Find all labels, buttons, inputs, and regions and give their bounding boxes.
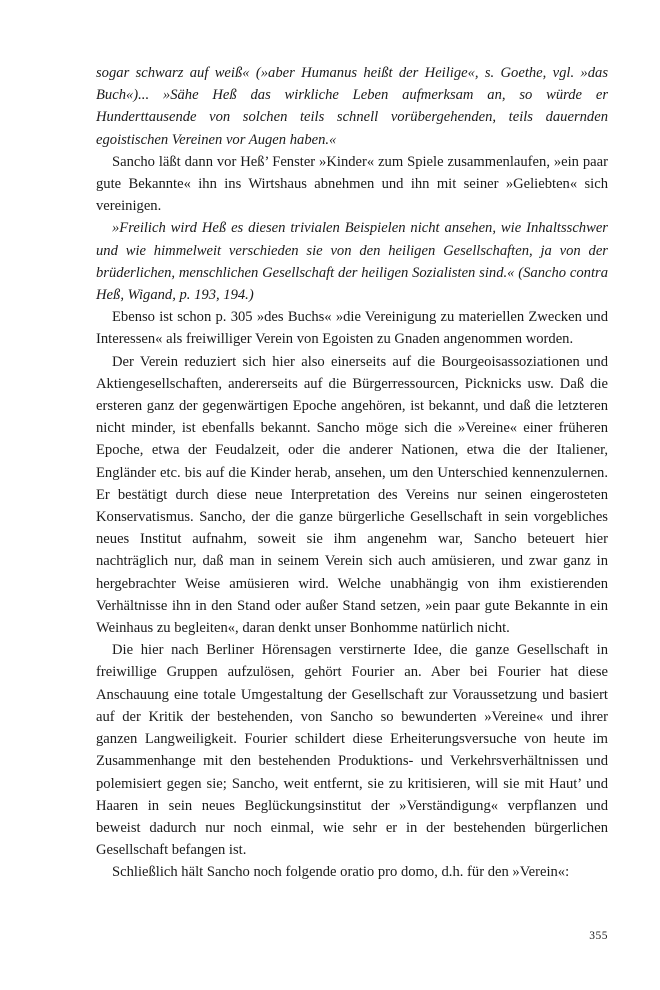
paragraph: Ebenso ist schon p. 305 »des Buchs« »die Vereinigung zu materiellen Zwecken und Interessen« als freiwilliger Verein von Egoisten zu Gnaden angenommen worden.	[96, 309, 608, 348]
paragraph-quote-continuation: sogar schwarz auf weiß« (»aber Humanus heißt der Heilige«, s. Goethe, vgl. »das Buch«)... »Sähe Heß das wirkliche Leben aufmerksam an, so würde er Hunderttausende von solchen teils schnell vorübergehenden, teils dauernden egoistischen Vereinen vor Augen haben.«	[96, 65, 608, 148]
paragraph: Die hier nach Berliner Hörensagen verstirnerte Idee, die ganze Gesellschaft in freiwillige Gruppen aufzulösen, gehört Fourier an. Aber bei Fourier hat diese Anschauung eine totale Umgestaltung der Gesellschaft zur Voraussetzung und basiert auf der Kritik der bestehenden, von Sancho so bewunderten »Vereine« und ihrer ganzen Langweiligkeit. Fourier schildert diese Erheiterungsversuche von heute im Zusammenhange mit den bestehenden Produktions- und Verkehrsverhältnissen und polemisiert gegen sie; Sancho, weit entfernt, sie zu kritisieren, will sie mit Haut’ und Haaren in sein neues Beglückungsinstitut der »Verständigung« verpflanzen und beweist dadurch nur noch einmal, wie sehr er in der bestehenden bürgerlichen Gesellschaft befangen ist.	[96, 642, 608, 859]
paragraph-quote: »Freilich wird Heß es diesen trivialen Beispielen nicht ansehen, wie Inhaltsschwer und wie himmelweit verschieden sie von den heiligen Gesellschaften, ja von der brüderlichen, menschlichen Gesellschaft der heiligen Sozialisten sind.« (Sancho contra Heß, Wigand, p. 193, 194.)	[96, 220, 608, 304]
page-number: 355	[589, 930, 608, 942]
paragraph: Schließlich hält Sancho noch folgende oratio pro domo, d.h. für den »Verein«:	[112, 864, 570, 881]
paragraph: Der Verein reduziert sich hier also einerseits auf die Bourgeoisassoziationen und Aktiengesellschaften, andererseits auf die Bürgerressourcen, Picknicks usw. Daß die ersteren ganz der gegenwärtigen Epoche angehören, ist bekannt, und daß die letzteren nicht minder, ist ebenfalls bekannt. Sancho möge sich die »Vereine« einer früheren Epoche, etwa der Feudalzeit, oder die anderer Nationen, etwa die der Italiener, Engländer etc. bis auf die Kinder herab, ansehen, um den Unterschied kennenzulernen. Er bestätigt durch diese neue Interpretation des Vereins nur seinen eingerosteten Konservatismus. Sancho, der die ganze bürgerliche Gesellschaft in sein vorgebliches neues Institut aufnahm, soweit sie ihm angenehm war, Sancho beteuert hier nachträglich nur, daß man in seinem Verein sich auch amüsieren, und zwar ganz in hergebrachter Weise amüsieren wird. Welche unabhängig von ihm existierenden Verhältnisse ihn in den Stand oder außer Stand setzen, »ein paar gute Bekannte in ein Weinhaus zu begleiten«, daran denkt unser Bonhomme natürlich nicht.	[96, 353, 608, 637]
body-text	[96, 62, 608, 884]
paragraph: Sancho läßt dann vor Heß’ Fenster »Kinder« zum Spiele zusammenlaufen, »ein paar gute Bekannte« ihn ins Wirtshaus abnehmen und ihn mit seiner »Geliebten« sich vereinigen.	[96, 153, 608, 215]
